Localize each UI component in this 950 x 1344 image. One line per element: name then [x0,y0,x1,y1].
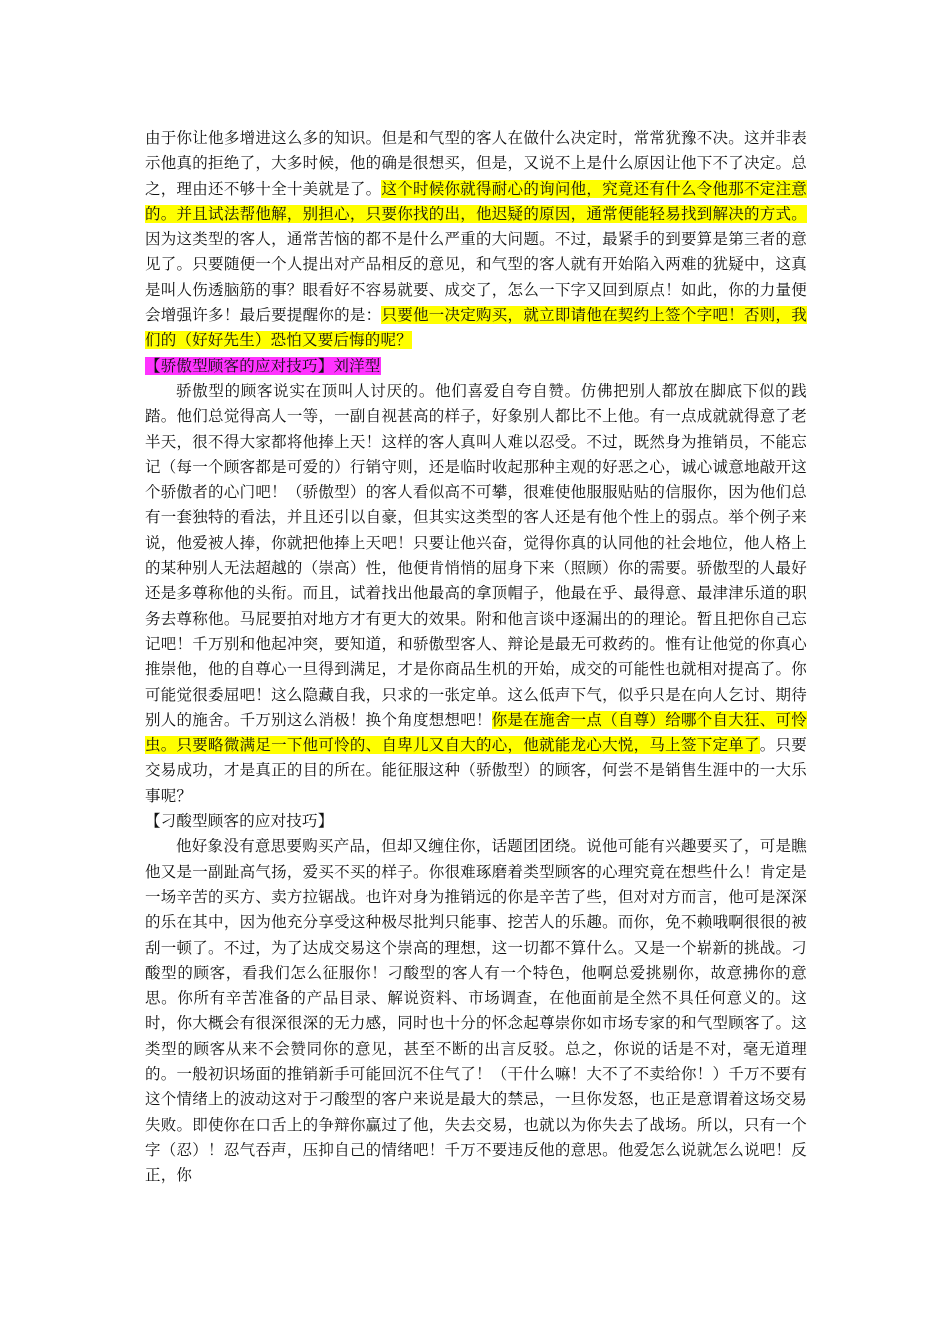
text-segment: 骄傲型的顾客说实在顶叫人讨厌的。他们喜爱自夸自赞。仿佛把别人都放在脚底下似的践踏。他们总觉得高人一等，一副自视甚高的样子，好象别人都比不上他。有一点成就就得意了老半天，很不得大家都将他捧上天！这样的客人真叫人难以忍受。不过，既然身为推销员，不能忘记（每一个顾客都是可爱的）行销守则，还是临时收起那种主观的好恶之心，诚心诚意地敲开这个骄傲者的心门吧！（骄傲型）的客人看似高不可攀，很难使他服服贴贴的信服你，因为他们总有一套独特的看法，并且还引以自豪，但其实这类型的客人还是有他个性上的弱点。举个例子来说，他爱被人捧，你就把他捧上天吧！只要让他兴奋，觉得你真的认同他的社会地位，他人格上的某种别人无法超越的（崇高）性，他便肯悄悄的屈身下来（照顾）你的需要。骄傲型的人最好还是多尊称他的头衔。而且，试着找出他最高的拿顶帽子，他最在乎、最得意、最津津乐道的职务去尊称他。马屁要拍对地方才有更大的效果。附和他言谈中逐漏出的的理论。暂且把你自己忘记吧！千万别和他起冲突，要知道，和骄傲型客人、辩论是最无可救药的。惟有让他觉的你真心推崇他，他的自尊心一旦得到满足，才是你商品生机的开始，成交的可能性也就相对提高了。你可能觉很委屈吧！这么隐藏自我，只求的一张定单。这么低声下气，似乎只是在向人乞讨、期待别人的施舍。千万别这么消极！换个角度想想吧！ [145,381,807,729]
text-segment: 。只要交易成功，才是真正的目的所在。能征服这种（骄傲型）的顾客，何尝不是销售生涯中的一大乐事呢？ [145,736,807,805]
text-segment: 由于你让他多增进这么多的知识。但是和气型的客人在做什么决定时，常常犹豫不决。这并非表示他真的拒绝了，大多时候，他的确是很想买，但是，又说不上是什么原因让他下不了决定。总之，理由还不够十全十美就是了。 [145,129,807,198]
text-segment: 他好象没有意思要购买产品，但却又缠住你，话题团团绕。说他可能有兴趣要买了，可是瞧他又是一副趾高气扬，爱买不买的样子。你很难琢磨着类型顾客的心理究竟在想些什么！肯定是一场辛苦的买方、卖方拉锯战。也许对身为推销远的你是辛苦了些，但对对方而言，他可是深深的乐在其中，因为他充分享受这种极尽批判只能事、挖苦人的乐趣。而你，免不赖哦啊很很的被刮一顿了。不过，为了达成交易这个崇高的理想，这一切都不算什么。又是一个崭新的挑战。刁酸型的顾客，看我们怎么征服你！刁酸型的客人有一个特色，他啊总爱挑剔你，故意拂你的意思。你所有辛苦准备的产品目录、解说资料、市场调查，在他面前是全然不具任何意义的。这时，你大概会有很深很深的无力感，同时也十分的怀念起尊崇你如市场专家的和气型顾客了。这类型的顾客从来不会赞同你的意见，甚至不断的出言反驳。总之，你说的话是不对，毫无道理的。一般初识场面的推销新手可能回沉不住气了！（干什么嘛！大不了不卖给你！）千万不要有这个情绪上的波动这对于刁酸型的客户来说是最大的禁忌，一旦你发怒，也正是意谓着这场交易失败。即使你在口舌上的争辩你赢过了他，失去交易，也就以为你失去了战场。所以，只有一个字（忍）！忍气吞声，压抑自己的情绪吧！千万不要违反他的意思。他爱怎么说就怎么说吧！反正，你 [145,837,807,1185]
paragraph-picky-customer [145,834,807,1188]
highlighted-segment: 这个时候你就得耐心的询问他，究竟还有什么令他那不定注意的。并且试法帮他解，别担心，只要你找的出，他迟疑的原因，通常便能轻易找到解决的方式。 [145,179,807,223]
section-heading-arrogant-customer [145,354,807,379]
highlighted-segment: 你是在施舍一点（自尊）给哪个自大狂、可怜虫。只要略微满足一下他可怜的、自卑儿又自大的心，他就能龙心大悦，马上签下定单了 [145,710,807,755]
highlighted-segment: 只要他一决定购买，就立即请他在契约上签个字吧！否则，我们的（好好先生）恐怕又要后悔的呢？ [145,306,807,350]
paragraph-hesitant-customer [145,126,807,354]
paragraph-arrogant-customer [145,379,807,809]
heading-text: 【刁酸型顾客的应对技巧】 [145,812,334,831]
text-segment: 因为这类型的客人，通常苦恼的都不是什么严重的大问题。不过，最紧手的到要算是第三者的意见了。只要随便一个人提出对产品相反的意见，和气型的客人就有开始陷入两难的犹疑中，这真是叫人伤透脑筋的事？眼看好不容易就要、成交了，怎么一下字又回到原点！如此，你的力量便会增强许多！最后要提醒你的是： [145,230,807,325]
highlighted-heading: 【骄傲型顾客的应对技巧】刘洋型 [145,356,381,375]
document-page [145,126,807,1188]
section-heading-picky-customer [145,809,807,834]
